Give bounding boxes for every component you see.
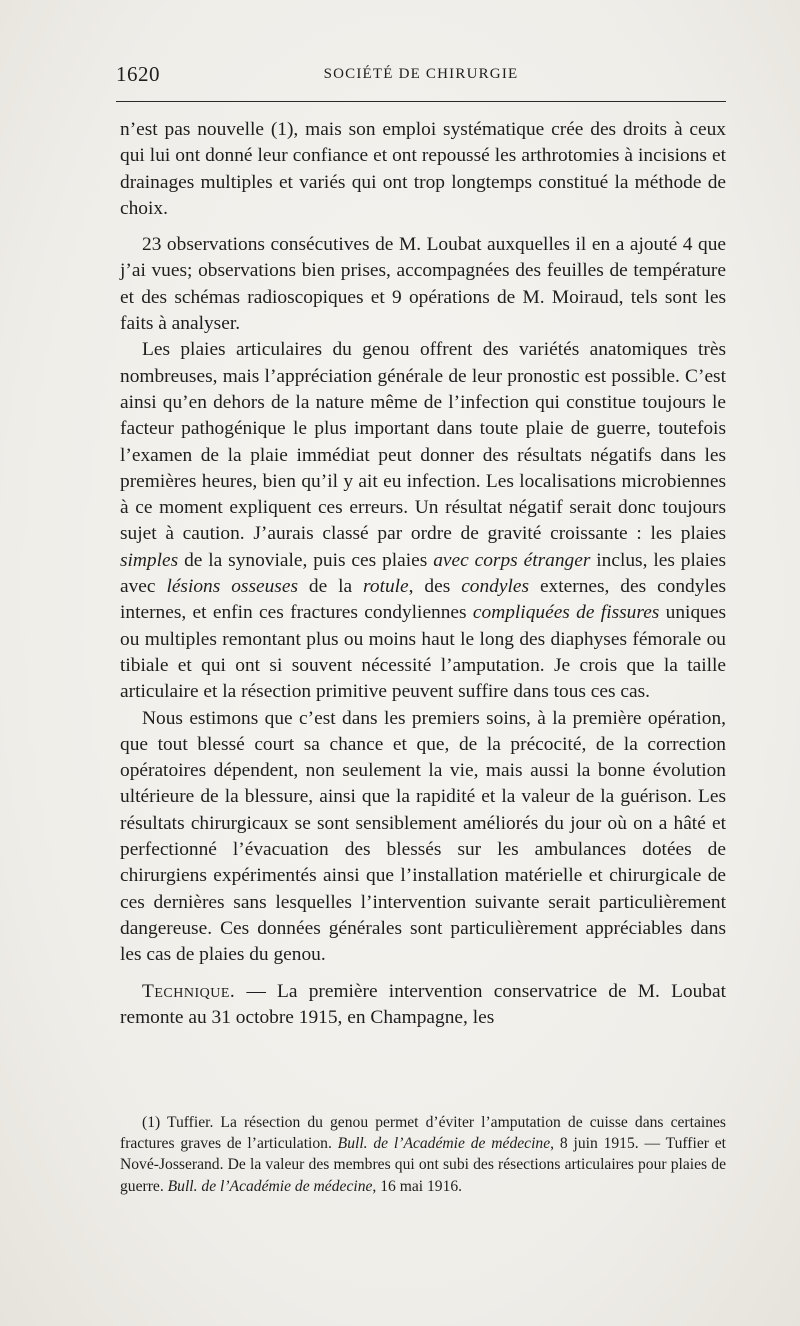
paragraph-3-text-a: Les plaies articulaires du genou offrent des variétés anatomiques très nombreuses, mais l’appréciation générale de leur pronostic est possible. C’est ainsi qu’en dehors de la nature même de l’infection qui constitue toujours le facteur pathogénique le plus important dans toute plaie de guerre, toutefois l’examen de la plaie immédiat peut donner des résultats négatifs dans les premières heures, bien qu’il y ait eu infection. Les localisations microbiennes à ce moment expliquent ces erreurs. Un résultat négatif serait donc toujours sujet à caution. J’aurais classé par ordre de gravité croissante : les plaies — [120, 339, 726, 545]
paragraph-3-italic-rotule: rotule — [363, 576, 409, 598]
paragraph-3-italic-condyles: condyles — [461, 576, 530, 598]
footnote-1 — [120, 1112, 726, 1197]
paragraph-3-italic-lesions-osseuses: lésions osseuses — [166, 576, 299, 598]
paragraph-5-text: — La première intervention conservatrice de M. Loubat remonte au 31 octobre 1915, en Champagne, les — [120, 980, 726, 1028]
paragraph-3-text-d: de la — [298, 576, 364, 598]
body-text — [120, 117, 726, 1031]
paragraph-3-italic-compliquees: compliquées de fissures — [472, 602, 660, 624]
footnote-italic-2: Bull. de l’Académie de médecine — [167, 1177, 373, 1195]
footnote — [120, 1112, 726, 1197]
page-header — [116, 62, 726, 92]
paragraph-3-italic-simples: simples — [120, 549, 179, 571]
paragraph-3 — [120, 337, 726, 705]
paragraph-3-italic-corps-etranger: avec corps étranger — [433, 549, 591, 571]
footnote-italic-1: Bull. de l’Académie de médecine — [337, 1135, 551, 1153]
paragraph-3-text-g: uniques ou multiples remontant plus ou moins haut le long des diaphyses fémorale ou tibiale et qui ont si souvent nécessité l’amputation. Je crois que la taille articulaire et la résection primitive peuvent suffire dans tous ces cas. — [120, 602, 726, 703]
paragraph-3-text-e: , des — [408, 576, 462, 598]
footnote-text-a: (1) Tuffier. La résection du genou permet d’éviter l’amputation de cuisse dans certaines fractures graves de l’articulation. — [120, 1114, 726, 1153]
paragraph-4: Nous estimons que c’est dans les premiers soins, à la première opération, que tout blessé court sa chance et que, de la précocité, de la correction opératoires dépendent, non seulement la vie, mais aussi la bonne évolution ultérieure de la blessure, ainsi que la rapidité et la valeur de la guérison. Les résultats chirurgicaux se sont sensiblement améliorés du jour où on a hâté et perfectionné l’évacuation des blessés sur les ambulances dotées de chirurgiens expérimentés ainsi que l’installation matérielle et chirurgicale de ces dernières sans lesquelles l’intervention suivante serait particulièrement dangereuse. Ces données générales sont particulièrement appréciables dans les cas de plaies du genou. — [120, 707, 726, 966]
paragraph-2: 23 observations consécutives de M. Loubat auxquelles il en a ajouté 4 que j’ai vues; observations bien prises, accompagnées des feuilles de température et des schémas radioscopiques et 9 opérations de M. Moiraud, tels sont les faits à analyser. — [120, 234, 726, 335]
paragraph-3-text-c: inclus, les plaies avec — [120, 549, 726, 598]
paragraph-1: n’est pas nouvelle (1), mais son emploi systématique crée des droits à ceux qui lui ont donné leur confiance et ont repoussé les arthrotomies à incisions et drainages multiples et variés qui ont trop longtemps constitué la méthode de choix. — [120, 119, 726, 219]
section-label-technique: Technique. — [142, 980, 236, 1002]
paragraph-3-text-f: externes, des condyles internes, et enfin ces fractures condyliennes — [120, 576, 726, 624]
header-rule — [116, 101, 726, 102]
page-number: 1620 — [116, 62, 160, 86]
paragraph-3-text-b: de la synoviale, puis ces plaies — [178, 549, 434, 571]
paragraph-5 — [120, 979, 726, 1032]
running-title: SOCIÉTÉ DE CHIRURGIE — [323, 66, 519, 82]
footnote-text-c: , 16 mai 1916. — [372, 1177, 463, 1195]
footnote-text-b: , 8 juin 1915. — Tuffier et Nové-Josserand. De la valeur des membres qui ont subi des résections articulaires pour plaies de guerre. — [120, 1135, 727, 1195]
